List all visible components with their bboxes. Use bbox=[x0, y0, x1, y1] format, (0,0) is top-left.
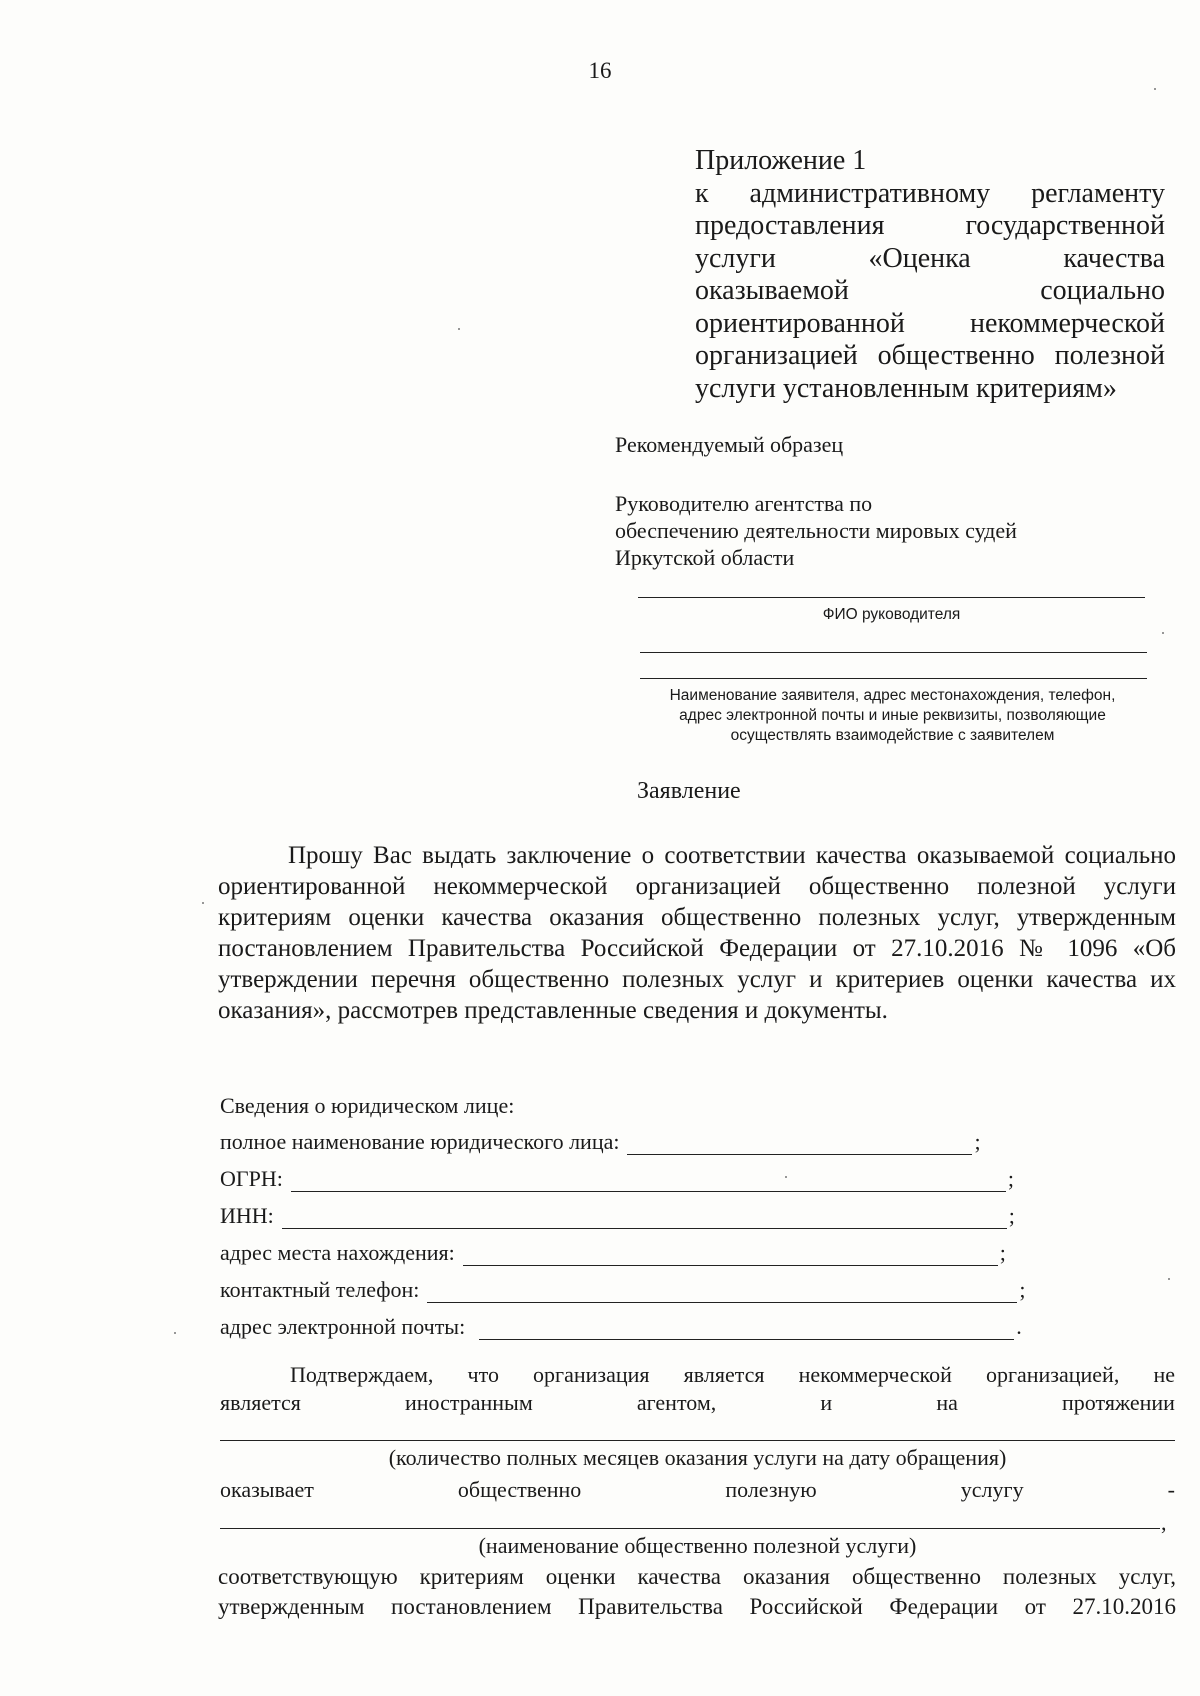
document-heading: Заявление bbox=[637, 778, 741, 804]
inn-input[interactable] bbox=[282, 1206, 1007, 1229]
confirm-word: на bbox=[936, 1390, 958, 1415]
confirm-word: услугу bbox=[960, 1477, 1024, 1502]
applicant-caption bbox=[625, 686, 1160, 746]
annex-line: услуги «Оценка качества bbox=[695, 242, 1165, 274]
email-input[interactable] bbox=[479, 1317, 1014, 1340]
addressee-block bbox=[615, 490, 1017, 571]
addressee-line: обеспечению деятельности мировых судей bbox=[615, 518, 1017, 543]
field-end: ; bbox=[1007, 1166, 1014, 1191]
phone-input[interactable] bbox=[427, 1280, 1017, 1303]
annex-line: оказываемой социально bbox=[695, 275, 1165, 306]
confirm-word: общественно bbox=[457, 1477, 582, 1502]
field-ogrn bbox=[220, 1162, 1014, 1192]
confirm-line-3 bbox=[220, 1477, 1175, 1503]
applicant-caption-line: Наименование заявителя, адрес местонахождения, телефон, bbox=[669, 687, 1116, 704]
confirm-word: и bbox=[820, 1390, 833, 1415]
confirm-word: полезную bbox=[725, 1477, 817, 1502]
confirm-word: оказывает bbox=[220, 1477, 314, 1502]
months-input-line[interactable] bbox=[220, 1440, 1175, 1441]
annex-block bbox=[695, 145, 1165, 405]
confirm-word: иностранным bbox=[405, 1390, 533, 1415]
head-caption: ФИО руководителя bbox=[822, 606, 961, 623]
field-email bbox=[220, 1310, 1022, 1340]
sample-label: Рекомендуемый образец bbox=[615, 432, 844, 457]
scan-speck bbox=[174, 1332, 176, 1334]
scan-speck bbox=[785, 1176, 787, 1178]
confirm-word: является bbox=[220, 1390, 301, 1415]
confirm-line-1 bbox=[220, 1362, 1175, 1388]
applicant-line-1[interactable] bbox=[640, 652, 1147, 653]
field-label: полное наименование юридического лица: bbox=[220, 1129, 620, 1154]
confirm-word: протяжении bbox=[1062, 1390, 1175, 1415]
scan-speck bbox=[458, 328, 460, 330]
annex-line-last: услуги установленным критериям» bbox=[695, 372, 1117, 404]
field-label: ОГРН: bbox=[220, 1166, 283, 1191]
field-inn bbox=[220, 1199, 1015, 1229]
service-line-end: , bbox=[1161, 1510, 1167, 1535]
scan-speck bbox=[1162, 632, 1164, 634]
page-number: 16 bbox=[588, 58, 612, 83]
confirm-line-2 bbox=[220, 1390, 1175, 1416]
scan-speck bbox=[202, 902, 204, 904]
field-label: контактный телефон: bbox=[220, 1277, 420, 1302]
field-full-name bbox=[220, 1125, 981, 1155]
legal-entity-heading: Сведения о юридическом лице: bbox=[220, 1093, 515, 1118]
annex-title: Приложение 1 bbox=[695, 145, 867, 176]
field-end: ; bbox=[974, 1129, 981, 1154]
field-address bbox=[220, 1236, 1006, 1266]
addressee-line: Руководителю агентства по bbox=[615, 491, 873, 516]
annex-line: ориентированной некоммерческой bbox=[695, 307, 1165, 339]
head-name-line[interactable] bbox=[638, 597, 1145, 598]
applicant-line-2[interactable] bbox=[640, 678, 1147, 679]
field-end: . bbox=[1016, 1314, 1022, 1339]
closing-paragraph: соответствующую критериям оценки качества оказания общественно полезных услуг, утвержденным постановлением Правительства Российской Федерации от 27.10.2016 bbox=[218, 1564, 1176, 1619]
service-input-line[interactable] bbox=[220, 1528, 1160, 1529]
annex-line: предоставления государственной bbox=[695, 210, 1165, 241]
annex-line: к административному регламенту bbox=[695, 177, 1165, 209]
field-end: ; bbox=[1019, 1277, 1026, 1302]
field-phone bbox=[220, 1273, 1026, 1303]
request-paragraph: Прошу Вас выдать заключение о соответствии качества оказываемой социально ориентированной некоммерческой организацией общественно полезной услуги критериям оценки качества оказания общественно полезных услуг, утвержденным постановлением Правительства Российской Федерации от 27.10.2016 № 1096 «Об утверждении перечня общественно полезных услуг и критериев оценки качества их оказания», рассмотрев представленные сведения и документы. bbox=[218, 842, 1176, 1024]
confirm-text: Подтверждаем, что организация является некоммерческой организацией, не bbox=[290, 1362, 1175, 1387]
months-caption: (количество полных месяцев оказания услуги на дату обращения) bbox=[388, 1445, 1007, 1470]
full-name-input[interactable] bbox=[627, 1132, 972, 1155]
service-caption: (наименование общественно полезной услуги) bbox=[478, 1533, 917, 1558]
scan-speck bbox=[1168, 1278, 1170, 1280]
field-end: ; bbox=[1008, 1203, 1015, 1228]
applicant-caption-line: адрес электронной почты и иные реквизиты, позволяющие bbox=[679, 707, 1106, 724]
field-label: адрес электронной почты: bbox=[220, 1314, 466, 1339]
confirm-word: - bbox=[1167, 1477, 1175, 1502]
ogrn-input[interactable] bbox=[291, 1169, 1006, 1192]
applicant-caption-line: осуществлять взаимодействие с заявителем bbox=[730, 727, 1055, 744]
addressee-line: Иркутской области bbox=[615, 545, 795, 570]
confirm-word: агентом, bbox=[636, 1390, 717, 1415]
field-label: ИНН: bbox=[220, 1203, 274, 1228]
address-input[interactable] bbox=[463, 1243, 998, 1266]
field-end: ; bbox=[999, 1240, 1006, 1265]
scan-speck bbox=[1154, 88, 1156, 90]
annex-line: организацией общественно полезной bbox=[695, 340, 1165, 371]
field-label: адрес места нахождения: bbox=[220, 1240, 455, 1265]
